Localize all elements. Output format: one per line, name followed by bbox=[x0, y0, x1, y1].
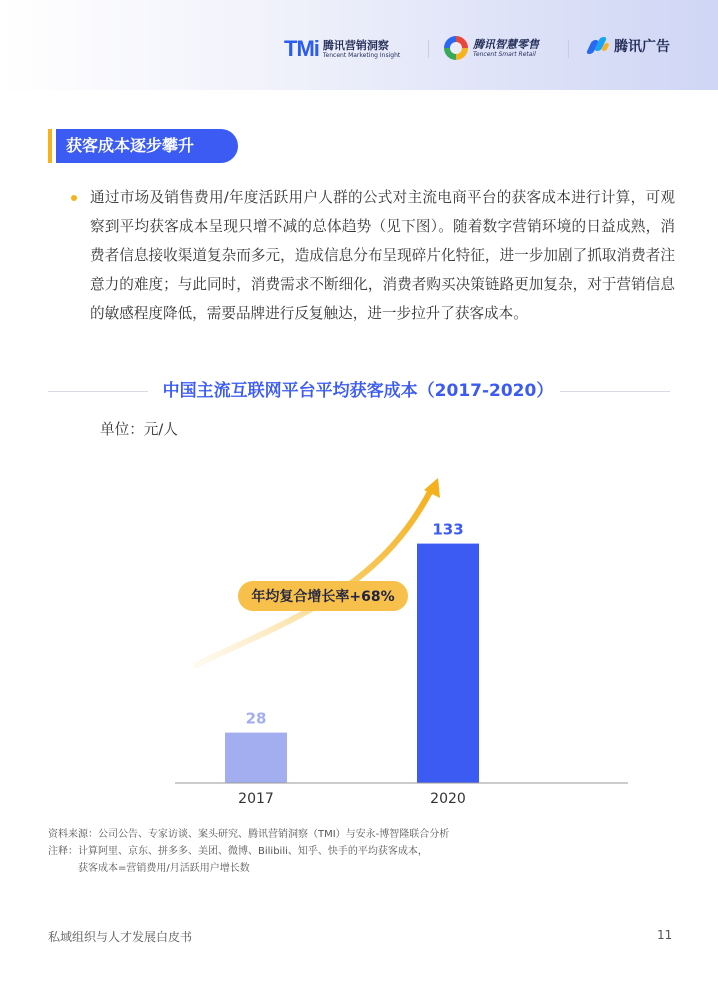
footer-title: 私域组织与人才发展白皮书 bbox=[48, 930, 193, 944]
tsr-ring-icon bbox=[444, 36, 468, 60]
tmi-logo-cn: 腾讯营销洞察 bbox=[322, 38, 389, 52]
tmi-logo-mark: TMi bbox=[284, 36, 319, 61]
bar-2020 bbox=[417, 544, 479, 783]
logo-divider bbox=[428, 40, 429, 58]
tsr-logo-en: Tencent Smart Retail bbox=[473, 50, 536, 58]
section-heading-text: 获客成本逐步攀升 bbox=[56, 129, 238, 163]
page-number: 11 bbox=[657, 928, 673, 942]
chart-title-rule-right bbox=[560, 391, 670, 392]
x-tick-2020: 2020 bbox=[430, 791, 466, 807]
cagr-annotation-text: 年均复合增长率+68% bbox=[251, 589, 395, 605]
chart-title-row bbox=[48, 376, 670, 406]
bullet-dot-icon bbox=[71, 195, 77, 201]
ads-logo-cn: 腾讯广告 bbox=[614, 39, 670, 55]
formula-note: 获客成本=营销费用/月活跃用户增长数 bbox=[78, 863, 250, 874]
body-paragraph: 通过市场及销售费用/年度活跃用户人群的公式对主流电商平台的获客成本进行计算，可观察到平均获客成本呈现只增不减的总体趋势（见下图）。随着数字营销环境的日益成熟，消费者信息接收渠道复杂而多元，造成信息分布呈现碎片化特征，进一步加剧了抓取消费者注意力的难度；与此同时，消费需求不断细化，消费者购买决策链路更加复杂，对于营销信息的敏感程度降低，需要品牌进行反复触达，进一步拉升了获客成本。 bbox=[90, 189, 675, 322]
section-heading bbox=[48, 129, 238, 163]
chart-title-rule-left bbox=[48, 391, 148, 392]
section-heading-accent bbox=[48, 129, 52, 163]
source-note: 资料来源：公司公告、专家访谈、案头研究、腾讯营销洞察（TMI）与安永-博智隆联合分析 bbox=[48, 829, 450, 840]
data-label-2017: 28 bbox=[245, 709, 267, 728]
calc-note: 注释：计算阿里、京东、拼多多、美团、微博、Bilibili、知乎、快手的平均获客成本， bbox=[48, 846, 428, 857]
ads-mark-icon bbox=[586, 37, 608, 55]
logo-divider bbox=[568, 40, 569, 58]
chart-title: 中国主流互联网平台平均获客成本（2017-2020） bbox=[162, 381, 554, 401]
bar-2017 bbox=[225, 733, 287, 783]
bar-chart bbox=[0, 440, 718, 820]
tmi-logo-en: Tencent Marketing Insight bbox=[322, 51, 401, 59]
growth-arrow-icon bbox=[196, 488, 432, 665]
ads-logo bbox=[586, 36, 670, 56]
tsr-logo bbox=[444, 36, 539, 60]
chart-unit: 单位：元/人 bbox=[100, 421, 178, 438]
chart-notes bbox=[48, 826, 449, 877]
tmi-logo bbox=[284, 36, 400, 62]
cagr-annotation bbox=[238, 581, 408, 611]
data-label-2020: 133 bbox=[432, 520, 464, 539]
page-header bbox=[0, 0, 718, 90]
tsr-logo-cn: 腾讯智慧零售 bbox=[473, 37, 539, 51]
x-tick-2017: 2017 bbox=[238, 791, 274, 807]
